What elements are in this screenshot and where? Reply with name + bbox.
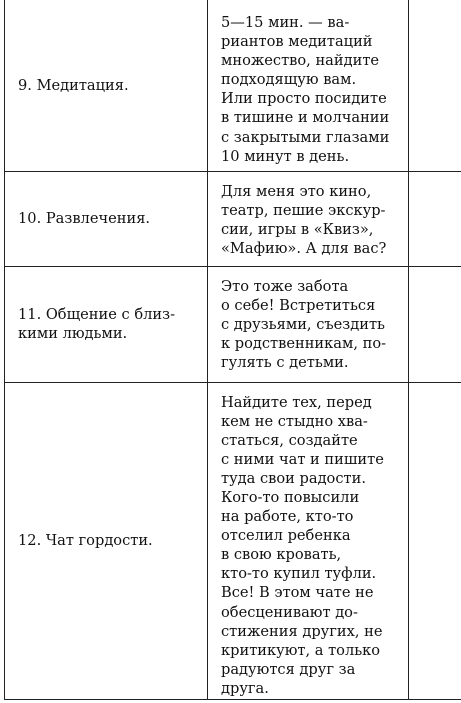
empty-note-cell bbox=[409, 382, 461, 699]
description-line: критикуют, а только bbox=[221, 641, 381, 659]
practice-description-cell bbox=[208, 382, 409, 699]
description-line: гулять с детьми. bbox=[221, 353, 349, 371]
practice-description-cell bbox=[208, 0, 409, 171]
description-line: сии, игры в «Квиз», bbox=[221, 220, 374, 238]
description-line: 5—15 мин. — ва- bbox=[221, 14, 350, 31]
description-line: Кого-то повысили bbox=[221, 488, 360, 506]
description-line: о себе! Встретиться bbox=[221, 296, 376, 314]
empty-note-cell bbox=[409, 266, 461, 382]
description-line: Найдите тех, перед bbox=[221, 393, 372, 411]
practice-name-cell bbox=[5, 382, 208, 699]
description-line: подходящую вам. bbox=[221, 71, 357, 89]
description-line: на работе, кто-то bbox=[221, 508, 354, 526]
description-line: Это тоже забота bbox=[221, 277, 349, 295]
practice-name-cell bbox=[5, 266, 208, 382]
description-line: кто-то купил туфли. bbox=[221, 565, 377, 583]
practice-name: кими людьми. bbox=[18, 325, 128, 342]
description-line: кем не стыдно хва- bbox=[221, 412, 368, 430]
description-line: туда свои радости. bbox=[221, 469, 366, 487]
description-line: в тишине и молчании bbox=[221, 109, 390, 127]
table-row bbox=[5, 171, 461, 266]
description-line: множество, найдите bbox=[221, 52, 380, 70]
description-line: 10 минут в день. bbox=[221, 147, 350, 165]
description-line: в свою кровать, bbox=[221, 546, 342, 564]
table-row bbox=[5, 0, 461, 171]
description-line: «Мафию». А для вас? bbox=[221, 239, 387, 257]
description-line: отселил ребенка bbox=[221, 527, 351, 545]
practice-name: 12. Чат гордости. bbox=[18, 531, 153, 549]
description-line: с друзьями, съездить bbox=[221, 315, 385, 333]
description-line: статься, создайте bbox=[221, 431, 358, 449]
practices-table bbox=[4, 0, 461, 700]
description-line: театр, пешие экскур- bbox=[221, 201, 386, 219]
practice-name-cell bbox=[5, 0, 208, 171]
empty-note-cell bbox=[409, 171, 461, 266]
description-line: стижения других, не bbox=[221, 622, 383, 640]
empty-note-cell bbox=[409, 0, 461, 171]
description-line: Для меня это кино, bbox=[221, 182, 372, 200]
description-line: радуются друг за bbox=[221, 660, 356, 678]
description-line: обесценивают до- bbox=[221, 603, 358, 621]
description-line: друга. bbox=[221, 679, 269, 697]
practice-name: 9. Медитация. bbox=[18, 76, 129, 94]
description-line: с ними чат и пишите bbox=[221, 450, 384, 468]
practice-description-cell bbox=[208, 171, 409, 266]
practice-name: 11. Общение с близ- bbox=[18, 305, 176, 323]
description-line: Или просто посидите bbox=[221, 90, 387, 108]
table-row bbox=[5, 382, 461, 699]
practice-name-cell bbox=[5, 171, 208, 266]
description-line: с закрытыми глазами bbox=[221, 128, 390, 146]
table-row bbox=[5, 266, 461, 382]
description-line: риантов медитаций bbox=[221, 33, 373, 51]
description-line: к родственникам, по- bbox=[221, 334, 387, 352]
description-line: Все! В этом чате не bbox=[221, 584, 374, 602]
practice-description-cell bbox=[208, 266, 409, 382]
practice-name: 10. Развлечения. bbox=[18, 209, 151, 227]
